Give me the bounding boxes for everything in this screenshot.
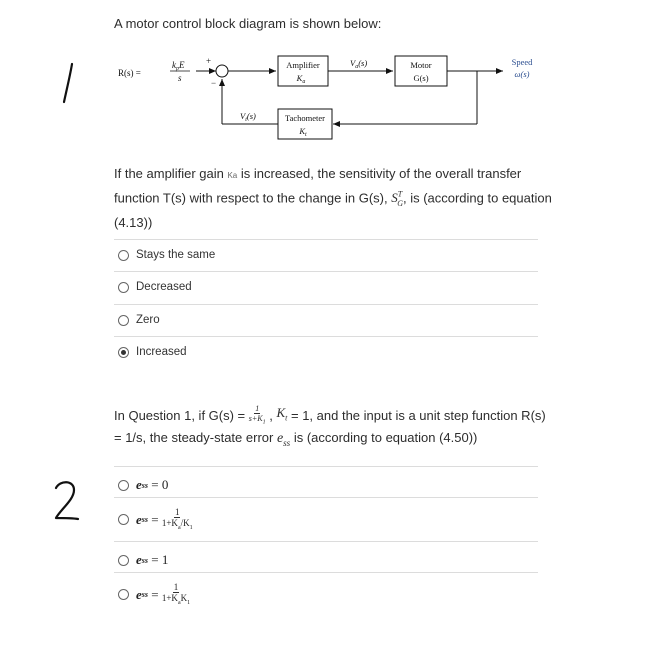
speed-title: Speed bbox=[511, 57, 533, 67]
option-fraction: $\frac{1}{1+K_a/K_1}$ bbox=[161, 507, 193, 531]
radio-button-selected[interactable] bbox=[118, 347, 129, 358]
summing-junction bbox=[216, 65, 228, 77]
q1-option-increased[interactable]: Increased bbox=[118, 346, 187, 358]
handwritten-number-2 bbox=[50, 478, 82, 524]
q2-option-ess-equals-1[interactable]: e ss = 1 bbox=[118, 552, 168, 568]
block-diagram bbox=[110, 44, 550, 154]
q1-option-decreased[interactable]: Decreased bbox=[118, 281, 192, 293]
input-denominator: s bbox=[178, 73, 182, 83]
radio-button[interactable] bbox=[118, 555, 129, 566]
q1-option-stays-the-same[interactable]: Stays the same bbox=[118, 249, 215, 261]
q2-option-ess-fraction-ka-over-k1[interactable]: e ss = $\frac{1}{1+K_a/K_1}$ bbox=[118, 507, 193, 533]
plus-sign: + bbox=[206, 56, 212, 66]
tachometer-title: Tachometer bbox=[285, 113, 325, 123]
q2-option-ess-fraction-ka-k1[interactable]: e ss = $\frac{1}{1+K_aK_1}$ bbox=[118, 582, 190, 608]
vt-label: $V_t(s)$ bbox=[240, 111, 256, 123]
tachometer-gain: $K_t$ bbox=[299, 126, 307, 138]
radio-button[interactable] bbox=[118, 589, 129, 600]
motor-transfer-function: G(s) bbox=[413, 73, 429, 83]
amplifier-gain: $K_a$ bbox=[296, 73, 306, 85]
question-1-line-2: function T(s) with respect to the change in G(s), $S^T_G$, is (according to equation bbox=[114, 190, 552, 208]
g-fraction: $\frac{1}{s+K_1}$ bbox=[248, 403, 266, 426]
handwritten-number-1 bbox=[58, 62, 78, 106]
question-1-intro: A motor control block diagram is shown below: bbox=[114, 16, 382, 31]
option-fraction: $\frac{1}{1+K_aK_1}$ bbox=[161, 582, 191, 606]
question-1-text bbox=[114, 164, 552, 232]
va-label: $V_a(s)$ bbox=[350, 58, 368, 70]
motor-title: Motor bbox=[410, 60, 432, 70]
question-2-line-2: = 1/s, the steady-state error $e_{ss}$ is (according to equation (4.50)) bbox=[114, 429, 478, 448]
question-2-text bbox=[114, 403, 546, 452]
radio-button[interactable] bbox=[118, 250, 129, 261]
amplifier-title: Amplifier bbox=[286, 60, 320, 70]
q1-option-zero[interactable]: Zero bbox=[118, 314, 160, 326]
input-numerator: $k_pE$ bbox=[172, 60, 185, 72]
question-1-line-3: (4.13)) bbox=[114, 214, 153, 230]
radio-button[interactable] bbox=[118, 315, 129, 326]
input-label: R(s) = bbox=[118, 68, 141, 78]
minus-sign: − bbox=[211, 78, 217, 88]
speed-symbol: ω(s) bbox=[514, 69, 530, 79]
q2-option-ess-equals-0[interactable]: e ss = 0 bbox=[118, 477, 168, 493]
radio-button[interactable] bbox=[118, 282, 129, 293]
question-2-line-1: In Question 1, if G(s) = $\frac{1}{s+K_1}$ , $K_t$ = 1, and the input is a unit step function R(s) bbox=[114, 403, 546, 426]
radio-button[interactable] bbox=[118, 480, 129, 491]
question-1-line-1: If the amplifier gain Ka is increased, the sensitivity of the overall transfer bbox=[114, 166, 522, 181]
radio-button[interactable] bbox=[118, 514, 129, 525]
